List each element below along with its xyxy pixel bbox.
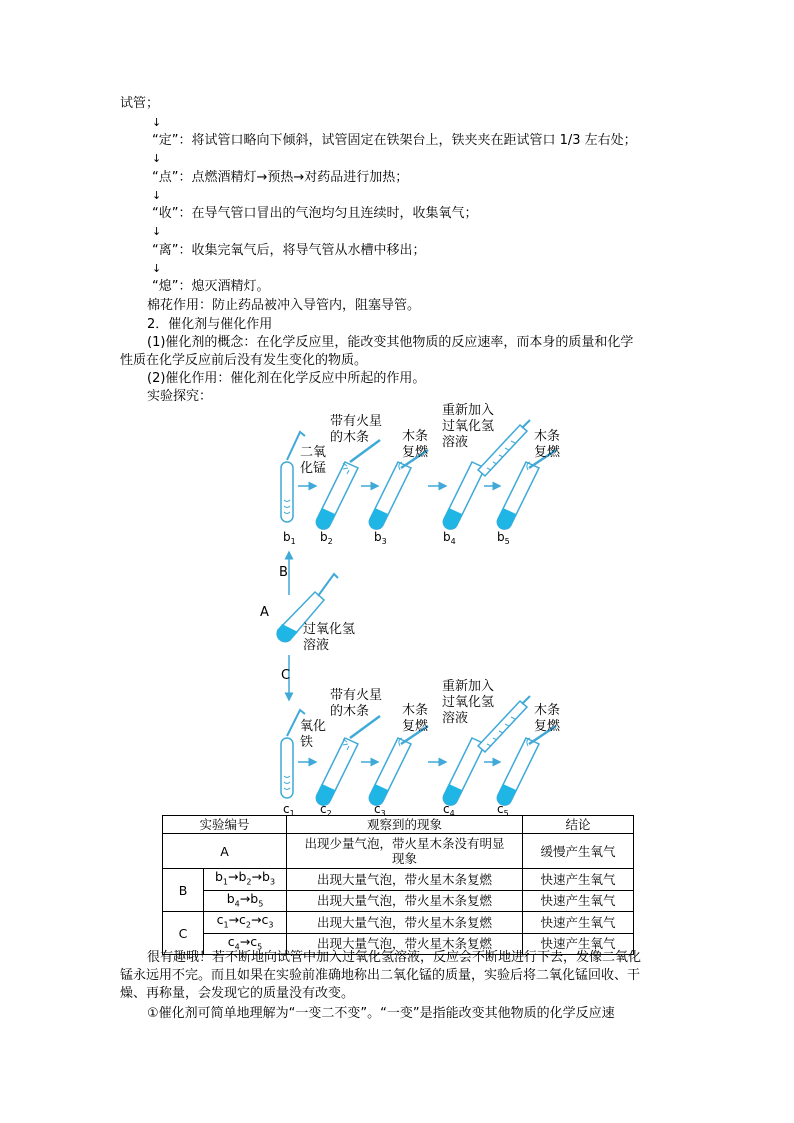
svg-text:b4: $b_4$ <box>443 530 456 546</box>
svg-text:木条: 木条 <box>534 703 561 718</box>
observation-line: 现象 <box>392 851 418 866</box>
step-text: “定”：将试管口略向下倾斜，试管固定在铁架台上，铁夹夹在距试管口 1/3 左右处； <box>152 133 637 148</box>
group-cell: C <box>163 912 204 955</box>
svg-text:c4: $c_4$ <box>443 802 455 818</box>
svg-text:的木条: 的木条 <box>330 430 370 445</box>
section-heading: 2．催化剂与催化作用 <box>147 317 273 332</box>
svg-text:化锰: 化锰 <box>300 461 327 476</box>
relight-label <box>534 428 561 460</box>
svg-text:复燃: 复燃 <box>402 445 429 460</box>
letter-c: C <box>281 668 291 683</box>
table-cell: 快速产生氧气 <box>523 890 634 912</box>
svg-text:带有火星: 带有火星 <box>330 688 383 703</box>
table-row <box>163 912 634 934</box>
down-arrow-icon: ↓ <box>152 152 162 165</box>
note-paragraph: ①催化剂可简单地理解为“一变二不变”。“一变”是指能改变其他物质的化学反应速 <box>147 1006 615 1021</box>
fun-paragraph: 很有趣哦！若不断地向试管中加入过氧化氢溶液，反应会不断地进行下去，发像二氧化 <box>147 950 642 965</box>
down-arrow-icon: ↓ <box>152 116 162 129</box>
sequence-cell: $b_4\to b_5$ <box>204 890 287 912</box>
svg-text:带有火星: 带有火星 <box>330 414 383 429</box>
table-cell: 缓慢产生氧气 <box>523 834 634 869</box>
table-cell: 快速产生氧气 <box>523 869 634 891</box>
table-row <box>163 890 634 912</box>
observation-line: 出现少量气泡，带火星木条没有明显 <box>304 836 505 851</box>
concept-text: (1)催化剂的概念：在化学反应里，能改变其他物质的反应速率，而本身的质量和化学 <box>147 335 634 350</box>
step-text: “点”：点燃酒精灯→预热→对药品进行加热； <box>152 170 409 185</box>
sequence-cell: $c_1\to c_2\to c_3$ <box>204 912 287 934</box>
svg-text:c3: $c_3$ <box>374 802 386 818</box>
svg-text:复燃: 复燃 <box>534 719 561 734</box>
relight-label <box>402 702 429 734</box>
header-cell: 结论 <box>523 816 634 834</box>
svg-text:c1: $c_1$ <box>283 802 295 818</box>
step-text: “离”：收集完氧气后，将导气管从水槽中移出； <box>152 243 426 258</box>
svg-text:b2: $b_2$ <box>320 530 333 546</box>
readd-label <box>442 402 494 450</box>
effect-text: (2)催化作用：催化剂在化学反应中所起的作用。 <box>147 371 426 386</box>
header-cell: 观察到的现象 <box>287 816 523 834</box>
splint-label <box>330 687 382 719</box>
svg-text:过氧化氢: 过氧化氢 <box>303 622 356 637</box>
group-cell: B <box>163 869 204 912</box>
svg-text:c2: $c_2$ <box>320 802 332 818</box>
tube-b5 <box>497 450 556 529</box>
results-table <box>162 815 634 955</box>
header-cell: 实验编号 <box>163 816 287 834</box>
table-cell: 快速产生氧气 <box>523 912 634 934</box>
down-arrow-icon: ↓ <box>152 225 162 238</box>
table-cell: 出现大量气泡，带火星木条复燃 <box>287 869 523 891</box>
relight-label <box>402 428 429 460</box>
svg-text:重新加入: 重新加入 <box>442 679 495 694</box>
table-header-row <box>163 816 634 834</box>
svg-text:溶液: 溶液 <box>303 638 330 653</box>
table-cell: 出现大量气泡，带火星木条复燃 <box>287 933 523 955</box>
table-row <box>163 834 634 869</box>
svg-text:铁: 铁 <box>300 735 314 750</box>
svg-text:二氧: 二氧 <box>300 445 327 460</box>
step-text: “熄”：熄灭酒精灯。 <box>152 279 270 294</box>
peroxide-label <box>303 621 355 653</box>
svg-text:c5: $c_5$ <box>497 802 509 818</box>
svg-text:b3: $b_3$ <box>374 530 387 546</box>
table-cell: A <box>163 834 287 869</box>
down-arrow-icon: ↓ <box>152 262 162 275</box>
fun-paragraph: 锰永远用不完。而且如果在实验前准确地称出二氧化锰的质量，实验后将二氧化锰回收、干 <box>120 968 641 983</box>
table-cell: 快速产生氧气 <box>523 933 634 955</box>
reagent-label-mno2 <box>300 445 326 476</box>
splint-label <box>330 413 382 445</box>
svg-text:的木条: 的木条 <box>330 704 370 719</box>
readd-label <box>442 678 494 726</box>
explore-label: 实验探究： <box>147 389 213 404</box>
relight-label <box>534 702 561 734</box>
sequence-cell: $b_1\to b_2\to b_3$ <box>204 869 287 891</box>
svg-text:过氧化氢: 过氧化氢 <box>442 419 495 434</box>
tube-c5 <box>497 726 556 805</box>
tube-b3 <box>369 450 428 529</box>
letter-a: A <box>260 605 269 620</box>
cotton-note: 棉花作用：防止药品被冲入导管内，阻塞导管。 <box>147 298 421 313</box>
table-cell: 出现大量气泡，带火星木条复燃 <box>287 912 523 934</box>
step-text: 试管； <box>120 96 160 111</box>
svg-text:b5: $b_5$ <box>497 530 510 546</box>
svg-text:复燃: 复燃 <box>402 719 429 734</box>
table-cell: 出现大量气泡，带火星木条复燃 <box>287 890 523 912</box>
svg-text:过氧化氢: 过氧化氢 <box>442 695 495 710</box>
concept-text: 性质在化学反应前后没有发生变化的物质。 <box>120 353 368 368</box>
fun-paragraph: 燥、再称量，会发现它的质量没有改变。 <box>120 986 355 1001</box>
svg-text:木条: 木条 <box>402 703 429 718</box>
svg-text:溶液: 溶液 <box>442 711 469 726</box>
svg-text:木条: 木条 <box>402 429 429 444</box>
svg-text:b1: $b_1$ <box>283 530 296 546</box>
svg-text:溶液: 溶液 <box>442 435 469 450</box>
svg-text:复燃: 复燃 <box>534 445 561 460</box>
step-text: “收”：在导气管口冒出的气泡均匀且连续时，收集氧气； <box>152 206 478 221</box>
reagent-label-fe2o3 <box>300 719 326 750</box>
svg-text:木条: 木条 <box>534 429 561 444</box>
sequence-cell: $c_4\to c_5$ <box>204 933 287 955</box>
down-arrow-icon: ↓ <box>152 189 162 202</box>
svg-text:氧化: 氧化 <box>300 719 327 734</box>
table-row <box>163 869 634 891</box>
letter-b: B <box>279 565 288 580</box>
tube-labels-b <box>283 530 510 546</box>
table-cell <box>287 834 523 869</box>
tube-c3 <box>369 726 428 805</box>
svg-text:重新加入: 重新加入 <box>442 403 495 418</box>
